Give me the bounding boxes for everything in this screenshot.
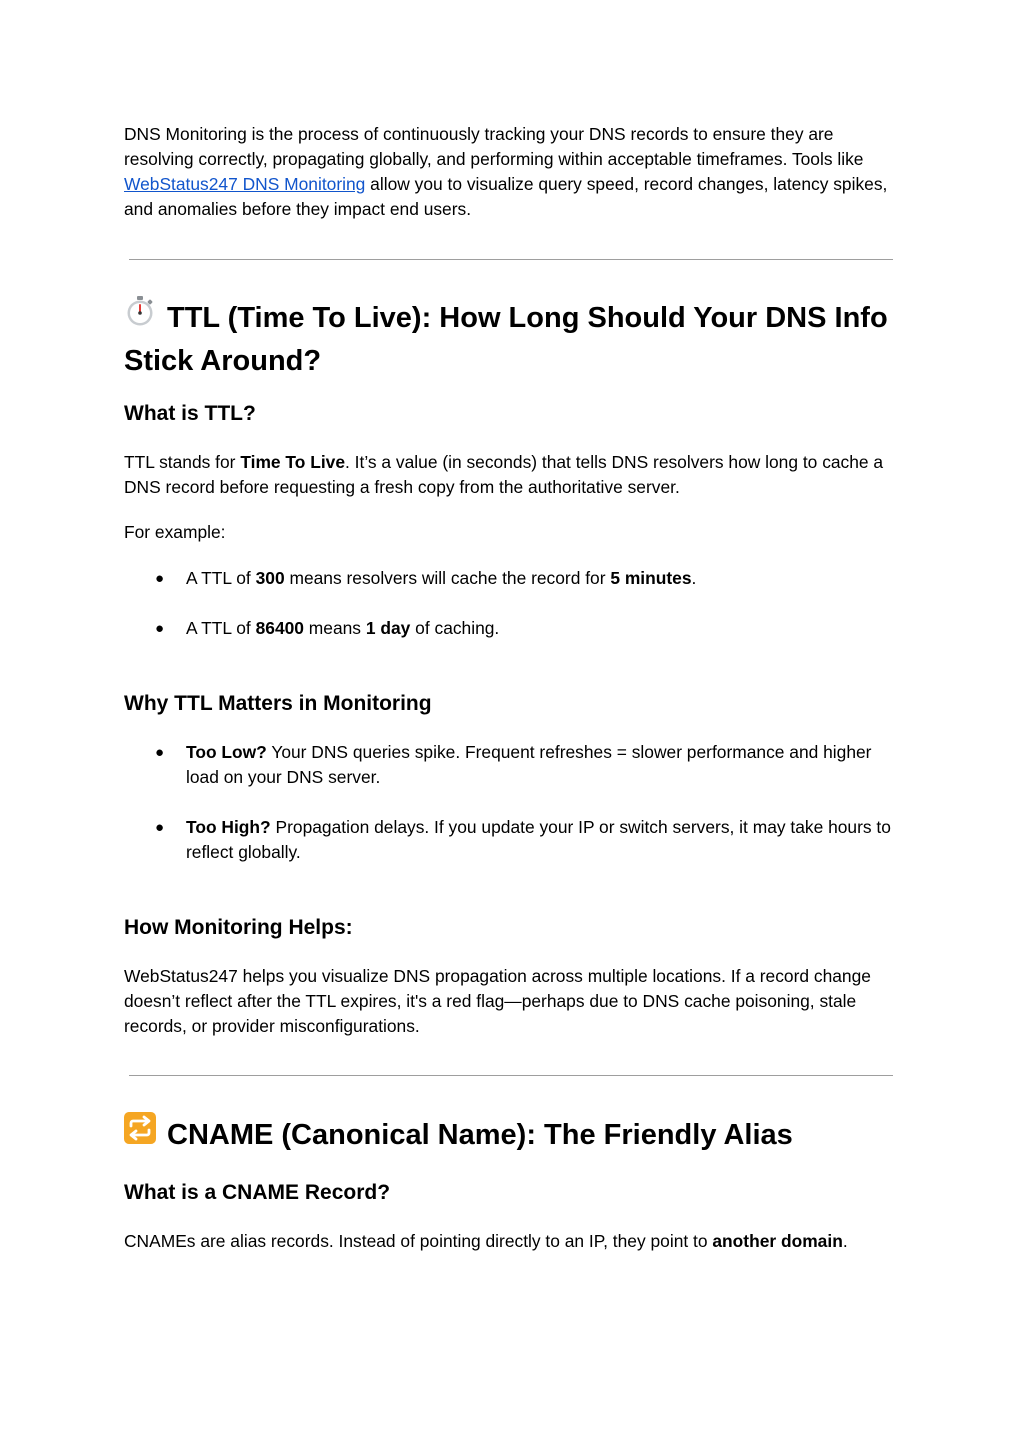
list-item-text: Your DNS queries spike. Frequent refreshes = slower performance and higher load on your DNS server.	[186, 742, 872, 787]
stopwatch-icon	[124, 295, 156, 338]
ttl-definition-paragraph	[124, 450, 899, 500]
bullet-icon: ●	[155, 620, 165, 637]
ttl-example-list	[124, 566, 899, 641]
list-item-text: means resolvers will cache the record for	[284, 568, 611, 588]
list-item-text: means	[303, 618, 366, 638]
list-item	[124, 740, 899, 790]
ttl-definition-bold: Time To Live	[240, 452, 346, 472]
monitoring-helps-paragraph: WebStatus247 helps you visualize DNS propagation across multiple locations. If a record change doesn’t reflect after the TTL expires, it's a red flag—perhaps due to DNS cache poisoning, stale records, or provider misconfigurations.	[124, 966, 871, 1036]
cname-heading	[124, 1115, 899, 1158]
list-item-bold: 1 day	[365, 618, 411, 638]
list-item-bold: Too High?	[186, 817, 271, 837]
ttl-matters-list	[124, 740, 899, 865]
list-item-text: A TTL of	[186, 568, 256, 588]
intro-text-continued: allow you to visualize query speed, record changes, latency spikes, and anomalies before they impact end users.	[124, 174, 888, 219]
bullet-icon: ●	[155, 570, 165, 587]
cname-definition-text-continued: .	[842, 1231, 848, 1251]
list-item-text: .	[691, 568, 697, 588]
list-item-text: of caching.	[410, 618, 500, 638]
why-ttl-matters-subheading: Why TTL Matters in Monitoring	[124, 692, 432, 715]
cname-heading-text: CNAME (Canonical Name): The Friendly Alias	[167, 1119, 793, 1152]
cname-definition-text: CNAMEs are alias records. Instead of pointing directly to an IP, they point to	[124, 1231, 713, 1251]
what-is-cname-subheading: What is a CNAME Record?	[124, 1181, 391, 1204]
intro-text: DNS Monitoring is the process of continuously tracking your DNS records to ensure they are resolving correctly, propagating globally, and performing within acceptable timeframes. Tools like	[124, 124, 864, 169]
cname-definition-paragraph	[124, 1229, 899, 1254]
webstatus247-dns-monitoring-link[interactable]: WebStatus247 DNS Monitoring	[124, 174, 366, 194]
ttl-heading-text: TTL (Time To Live): How Long Should Your DNS Info Stick Around?	[124, 302, 888, 377]
section-divider	[129, 259, 893, 260]
cname-definition-bold: another domain	[712, 1231, 843, 1251]
list-item	[124, 815, 899, 865]
list-item-text: A TTL of	[186, 618, 256, 638]
list-item-bold: Too Low?	[186, 742, 267, 762]
ttl-heading	[124, 298, 899, 381]
bullet-icon: ●	[155, 744, 165, 761]
list-item-text: Propagation delays. If you update your IP or switch servers, it may take hours to reflect globally.	[186, 817, 891, 862]
section-divider	[129, 1075, 893, 1076]
list-item-bold: 5 minutes	[610, 568, 692, 588]
list-item-bold: 86400	[255, 618, 304, 638]
list-item-bold: 300	[255, 568, 285, 588]
ttl-definition-text-continued: . It’s a value (in seconds) that tells DNS resolvers how long to cache a DNS record before requesting a fresh copy from the authoritative server.	[124, 452, 884, 497]
ttl-definition-text: TTL stands for	[124, 452, 241, 472]
list-item	[124, 566, 899, 591]
list-item	[124, 616, 899, 641]
intro-paragraph	[124, 122, 899, 222]
repeat-arrows-icon	[124, 1112, 156, 1155]
bullet-icon: ●	[155, 819, 165, 836]
how-monitoring-helps-subheading: How Monitoring Helps:	[124, 916, 353, 939]
what-is-ttl-subheading: What is TTL?	[124, 402, 256, 425]
for-example-paragraph: For example:	[124, 522, 226, 542]
